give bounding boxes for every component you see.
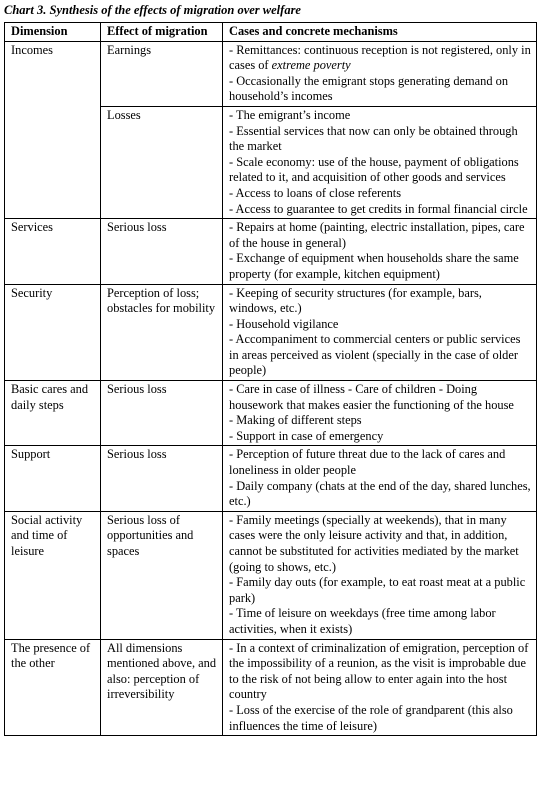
mechanism-item: - Time of leisure on weekdays (free time among labor activities, when it exists) bbox=[229, 606, 496, 636]
mechanism-item: - Essential services that now can only be obtained through the market bbox=[229, 123, 518, 154]
dimension-cell: Support bbox=[5, 446, 101, 511]
mechanism-item: - Family day outs (for example, to eat roast meat at a public park) bbox=[229, 575, 526, 605]
cases-cell bbox=[223, 511, 537, 639]
mechanism-item: - Loss of the exercise of the role of grandparent (this also influences the time of leisure) bbox=[229, 702, 513, 733]
cases-cell bbox=[223, 41, 537, 106]
effect-cell: Serious loss bbox=[101, 381, 223, 446]
cases-cell bbox=[223, 381, 537, 446]
effect-cell: All dimensions mentioned above, and also: perception of irreversibility bbox=[101, 639, 223, 736]
cases-cell bbox=[223, 106, 537, 218]
effect-cell: Serious loss bbox=[101, 219, 223, 284]
table-row bbox=[5, 639, 537, 736]
mechanism-item: - Access to loans of close referents bbox=[229, 185, 402, 200]
dimension-cell: Security bbox=[5, 284, 101, 381]
mechanism-item: - Support in case of emergency bbox=[229, 428, 384, 443]
table-row bbox=[5, 381, 537, 446]
table-row bbox=[5, 41, 537, 106]
mechanism-item: - Care in case of illness - Care of children - Doing housework that makes easier the functioning of the house bbox=[229, 382, 514, 412]
mechanism-item: - Daily company (chats at the end of the day, shared lunches, etc.) bbox=[229, 478, 531, 509]
header-cases: Cases and concrete mechanisms bbox=[223, 23, 537, 42]
mechanism-item: - Making of different steps bbox=[229, 413, 362, 428]
effect-cell: Perception of loss; obstacles for mobility bbox=[101, 284, 223, 381]
table-row bbox=[5, 446, 537, 511]
mechanism-item: - Household vigilance bbox=[229, 316, 339, 331]
cases-cell bbox=[223, 639, 537, 736]
cases-cell bbox=[223, 219, 537, 284]
mechanism-item: - Scale economy: use of the house, payment of obligations related to it, and acquisition of other goods and services bbox=[229, 154, 519, 185]
table-row bbox=[5, 219, 537, 284]
mechanism-item: - Access to guarantee to get credits in formal financial circle bbox=[229, 201, 528, 216]
effect-cell: Losses bbox=[101, 106, 223, 218]
dimension-cell: Services bbox=[5, 219, 101, 284]
mechanism-item: - Repairs at home (painting, electric installation, pipes, care of the house in general) bbox=[229, 220, 525, 250]
cases-cell bbox=[223, 446, 537, 511]
effect-cell: Serious loss bbox=[101, 446, 223, 511]
effect-cell: Serious loss of opportunities and spaces bbox=[101, 511, 223, 639]
mechanism-item: - Exchange of equipment when households share the same property (for example, kitchen equipment) bbox=[229, 251, 519, 281]
mechanism-item: - Remittances: continuous reception is not registered, only in cases of extreme poverty bbox=[229, 42, 531, 73]
mechanism-item: - Perception of future threat due to the lack of cares and loneliness in older people bbox=[229, 447, 506, 478]
header-row bbox=[5, 23, 537, 42]
table-row bbox=[5, 511, 537, 639]
dimension-cell: Basic cares and daily steps bbox=[5, 381, 101, 446]
dimension-cell: Incomes bbox=[5, 41, 101, 219]
mechanism-item: - Occasionally the emigrant stops generating demand on household’s incomes bbox=[229, 73, 509, 104]
table-row bbox=[5, 284, 537, 381]
synthesis-table bbox=[4, 22, 537, 736]
mechanism-item: - In a context of criminalization of emigration, perception of the impossibility of a reunion, as the visit is improbable due to the risk of not being allow to enter again into the host country bbox=[229, 640, 529, 702]
header-dimension: Dimension bbox=[5, 23, 101, 42]
chart-title: Chart 3. Synthesis of the effects of migration over welfare bbox=[4, 3, 301, 17]
effect-cell: Earnings bbox=[101, 41, 223, 106]
mechanism-item: - Family meetings (specially at weekends), that in many cases were the only leisure activity and that, in addition, cannot be substituted for activities mediated by the market (going to shows, etc.) bbox=[229, 512, 519, 574]
dimension-cell: Social activity and time of leisure bbox=[5, 511, 101, 639]
mechanism-item: - Keeping of security structures (for example, bars, windows, etc.) bbox=[229, 285, 482, 316]
mechanism-item: - The emigrant’s income bbox=[229, 107, 351, 122]
header-effect: Effect of migration bbox=[101, 23, 223, 42]
mechanism-item: - Accompaniment to commercial centers or public services in areas perceived as violent (specially in the case of older people) bbox=[229, 332, 521, 378]
cases-cell bbox=[223, 284, 537, 381]
emphasis-text: extreme poverty bbox=[271, 58, 351, 73]
dimension-cell: The presence of the other bbox=[5, 639, 101, 736]
